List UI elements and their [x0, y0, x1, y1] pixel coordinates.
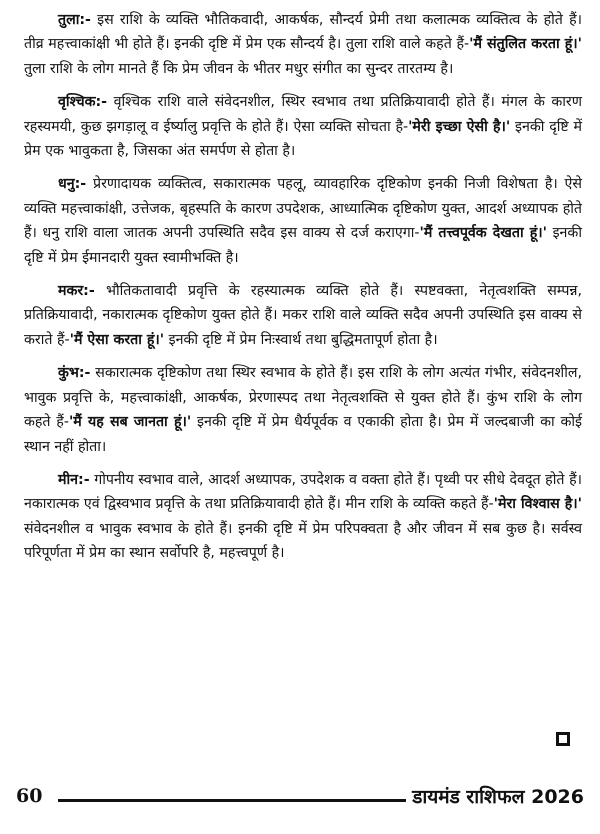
entry-text: भौतिकतावादी प्रवृत्ति के रहस्यात्मक व्यक्ति होते हैं। स्पष्टवक्ता, नेतृत्वशक्ति सम्पन्न, प्रतिक्रियावादी, नकारात्मक दृष्टिकोण युक्त होते हैं। मकर राशि वाले व्यक्ति सदैव अपनी उपस्थिति इस वाक्य से कराते हैं-: [24, 283, 582, 348]
entry-term: कुंभ:-: [58, 365, 91, 382]
entry-text: इनकी दृष्टि में प्रेम एक भावुकता है, जिसका अंत समर्पण से होता है।: [24, 118, 582, 160]
entry-quote: 'मैं संतुलित करता हूं।': [469, 36, 583, 53]
entry-text: प्रेरणादायक व्यक्तित्व, सकारात्मक पहलू, व्यावहारिक दृष्टिकोण इनकी निजी विशेषता है। ऐसे व्यक्ति महत्त्वाकांक्षी, उत्तेजक, बृहस्पति के कारण उपदेशक, आध्यात्मिक दृष्टिकोण युक्त, आदर्श अध्यापक होते हैं। धनु राशि वाला जातक अपनी उपस्थिति सदैव इस वाक्य से दर्ज कराएगा-: [24, 176, 582, 242]
entry-text: वृश्चिक राशि वाले संवेदनशील, स्थिर स्वभाव तथा प्रतिक्रियावादी होते हैं। मंगल के कारण रहस्यमयी, कुछ झगड़ालू व ईर्ष्यालु प्रवृत्ति के होते हैं। ऐसा व्यक्ति सोचता है-: [24, 94, 582, 135]
entry-makar: [24, 279, 582, 352]
running-title: डायमंड राशिफल 2026: [412, 786, 584, 808]
entry-quote: 'मेरी इच्छा ऐसी है।': [408, 118, 511, 135]
entry-term: मीन:-: [58, 471, 90, 488]
entry-text: संवेदनशील व भावुक स्वभाव के होते हैं। इनकी दृष्टि में प्रेम परिपक्वता है और जीवन में सब कुछ है। सर्वस्व परिपूर्णता में प्रेम का स्थान सर्वोपरि है, महत्त्वपूर्ण है।: [24, 520, 582, 562]
page-footer: [16, 778, 584, 814]
entry-text: गोपनीय स्वभाव वाले, आदर्श अध्यापक, उपदेशक व वक्ता होते हैं। पृथ्वी पर सीधे देवदूत होते हैं। नकारात्मक एवं द्विस्वभाव प्रवृत्ति के तथा प्रतिक्रियावादी होते हैं। मीन राशि के व्यक्ति कहते हैं-: [24, 471, 582, 513]
entry-term: वृश्चिक:-: [58, 94, 108, 111]
footer-rule: [58, 799, 406, 802]
entry-text: इस राशि के व्यक्ति भौतिकवादी, आकर्षक, सौन्दर्य प्रेमी तथा कलात्मक व्यक्तित्व के होते हैं। तीव्र महत्त्वाकांक्षी भी होते हैं। इनकी दृष्टि में प्रेम एक सौन्दर्य है। तुला राशि वाले कहते हैं-: [24, 12, 582, 53]
entry-quote: 'मैं तत्त्वपूर्वक देखता हूं।': [419, 225, 547, 242]
entry-term: धनु:-: [58, 176, 87, 193]
end-of-section-square-icon: [556, 732, 570, 746]
entry-quote: 'मैं ऐसा करता हूं।': [69, 331, 165, 348]
entry-quote: 'मेरा विश्वास है।': [493, 496, 582, 513]
entry-text: सकारात्मक दृष्टिकोण तथा स्थिर स्वभाव के होते हैं। इस राशि के लोग अत्यंत गंभीर, संवेदनशील, भावुक प्रवृत्ति के, महत्त्वाकांक्षी, आकर्षक, प्रेरणास्पद तथा नेतृत्वशक्ति से युक्त होते हैं। कुंभ राशि के लोग कहते हैं-: [24, 365, 582, 431]
entry-tula: [24, 8, 582, 81]
entry-meen: [24, 468, 582, 566]
entry-term: मकर:-: [58, 283, 95, 300]
entry-text: इनकी दृष्टि में प्रेम धैर्यपूर्वक व एकाकी होता है। प्रेम में जल्दबाजी का कोई स्थान नहीं होता।: [24, 414, 582, 455]
entry-dhanu: [24, 172, 582, 270]
entry-term: तुला:-: [58, 12, 91, 28]
entry-kumbh: [24, 361, 582, 459]
page-number: 60: [16, 785, 43, 807]
entry-vrishchik: [24, 90, 582, 163]
zodiac-text-body: [24, 8, 582, 575]
entry-text: इनकी दृष्टि में प्रेम निःस्वार्थ तथा बुद्धिमतापूर्ण होता है।: [164, 331, 438, 348]
entry-text: तुला राशि के लोग मानते हैं कि प्रेम जीवन के भीतर मधुर संगीत का सुन्दर तारतम्य है।: [24, 60, 454, 77]
entry-text: इनकी दृष्टि में प्रेम ईमानदारी युक्त स्वामीभक्ति है।: [24, 225, 582, 266]
entry-quote: 'मैं यह सब जानता हूं।': [68, 414, 192, 431]
